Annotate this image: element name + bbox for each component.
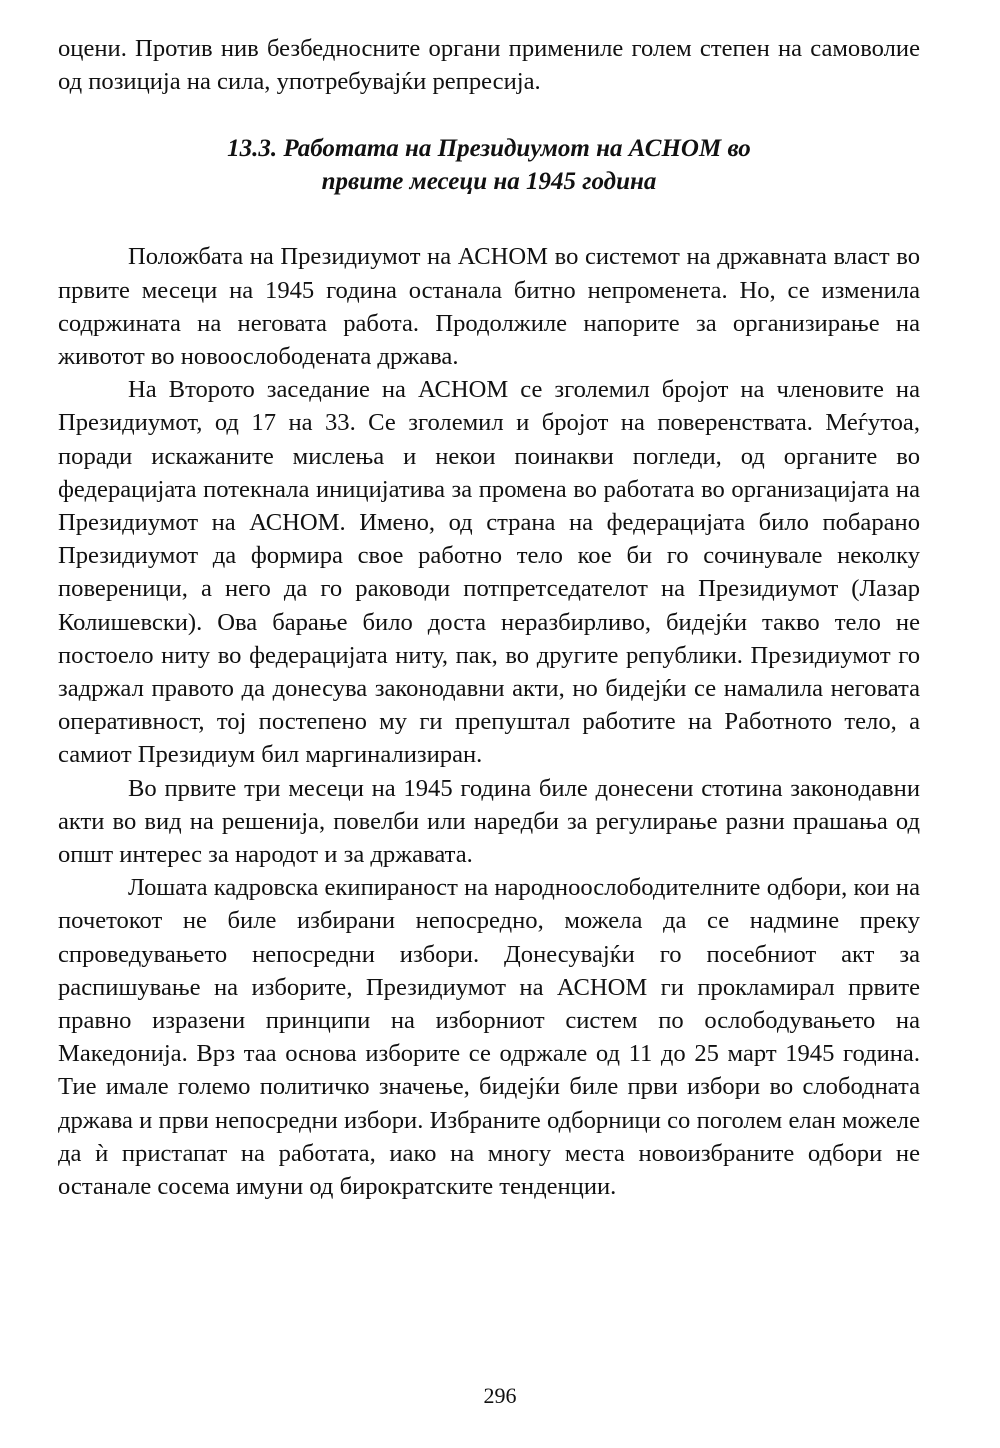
paragraph-1: Положбата на Президиумот на АСНОМ во системот на државната власт во првите месеци на 1945 година останала битно непроменета. Но, се изменила содржината на неговата работа. Продолжиле напорите за организирање на животот во новоослободената држава. [58, 243, 920, 371]
document-body [58, 32, 920, 1203]
paragraph-2: На Второто заседание на АСНОМ се зголемил бројот на членовите на Президиумот, од 17 на 33. Се зголемил и бројот на поверенствата. Меѓутоа, поради искажаните мислења и некои поинакви погледи, од органите во федерацијата потекнала иницијатива за промена во работата во организацијата на Президиумот на АСНОМ. Имено, од страна на федерацијата било побарано Президиумот да формира свое работно тело кое би го сочинувале неколку повереници, а него да го раководи потпретседателот на Президиумот (Лазар Колишевски). Ова барање било доста неразбирливо, бидејќи такво тело не постоело ниту во федерацијата ниту, пак, во другите републики. Президиумот го задржал правото да донесува законодавни акти, но бидејќи се намалила неговата оперативност, тој постепено му ги препуштал работите на Работното тело, а самиот Президиум бил маргинализиран. [58, 376, 920, 769]
paragraph-4: Лошата кадровска екипираност на народноослободителните одбори, кои на почетокот не биле избирани непосредно, можела да се надмине преку спроведувањето непосредни избори. Донесувајќи го посебниот акт за распишување на изборите, Президиумот на АСНОМ ги прокламирал првите правно изразени принципи на изборниот систем по ослободувањето на Македонија. Врз таа основа изборите се одржале од 11 до 25 март 1945 година. Тие имале големо политичко значење, бидејќи биле први избори во слободната држава и први непосредни избори. Избраните одборници со поголем елан можеле да ѝ пристапат на работата, иако на многу места новоизбраните одбори не останале сосема имуни од бирократските тенденции. [58, 874, 920, 1201]
continuation-paragraph: оцени. Против нив безбедносните органи примениле голем степен на самоволие од позиција на сила, употребувајќи репресија. [58, 35, 920, 96]
paragraph-3: Во првите три месеци на 1945 година биле донесени стотина законодавни акти во вид на решенија, повелби или наредби за регулирање разни прашања од општ интерес за народот и за државата. [58, 774, 920, 869]
section-heading [58, 132, 920, 198]
page-number: 296 [483, 1383, 517, 1408]
section-heading-line-1: 13.3. Работата на Президиумот на АСНОМ во [227, 135, 751, 163]
section-heading-line-2: првите месеци на 1945 година [321, 168, 657, 196]
